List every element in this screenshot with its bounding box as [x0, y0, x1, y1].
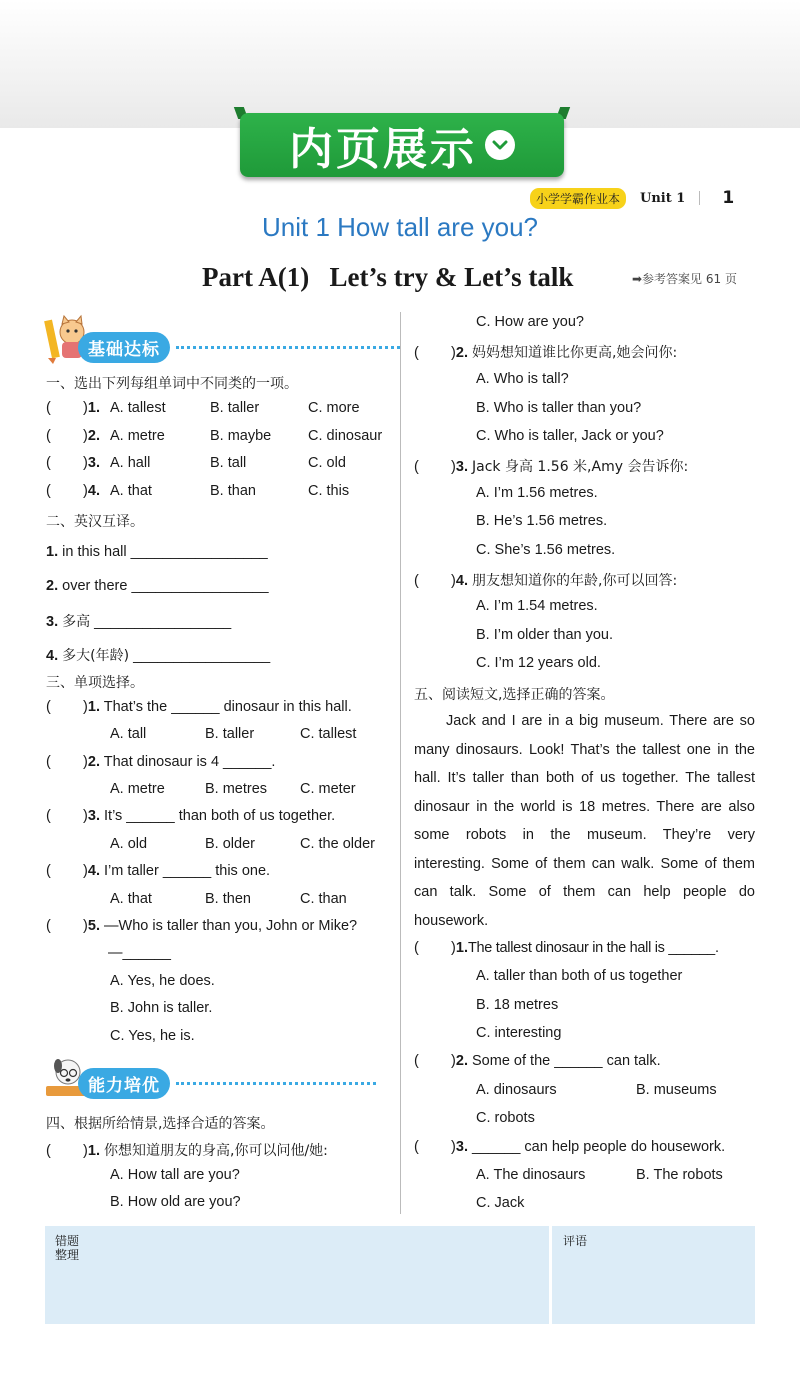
option-a: A. dinosaurs: [476, 1082, 557, 1098]
mistakes-label: [55, 1234, 79, 1262]
answer-blank[interactable]: _________________: [130, 544, 268, 560]
q-num: 2.: [455, 345, 468, 361]
q-text: 朋友想知道你的年龄,你可以回答:: [472, 573, 678, 589]
answer-blank[interactable]: —______: [108, 945, 171, 961]
option-b: B. How old are you?: [110, 1194, 241, 1210]
answer-paren[interactable]: ( ): [414, 1053, 456, 1069]
answer-paren[interactable]: ( ): [414, 345, 456, 361]
q-text: —Who is taller than you, John or Mike?: [104, 918, 358, 934]
q-text: ______ can help people do housework.: [472, 1139, 726, 1155]
q-text: The tallest dinosaur in the hall is ______.: [467, 940, 719, 956]
q3-item: [46, 754, 275, 770]
option-b: B. taller: [210, 400, 260, 416]
q-num: 2.: [87, 428, 100, 444]
q2-item: [46, 645, 270, 665]
q-text: Jack 身高 1.56 米,Amy 会告诉你:: [472, 459, 689, 475]
dotted-rule: [176, 1082, 376, 1085]
option-a: A. metre: [110, 428, 165, 444]
q3-item: [46, 918, 357, 934]
answer-reference: ➡参考答案见 61 页: [632, 272, 737, 286]
option-b: B. than: [210, 483, 256, 499]
comments-label: 评语: [563, 1234, 588, 1248]
q2-heading: 二、英汉互译。: [46, 514, 144, 530]
q-text: over there: [62, 578, 128, 594]
q-num: 2.: [46, 578, 59, 594]
option-c: C. I’m 12 years old.: [476, 655, 601, 671]
header-divider: [699, 191, 700, 205]
answer-paren[interactable]: ( ): [46, 400, 88, 416]
mistakes-label-line1: 错题: [55, 1234, 80, 1248]
option-c: C. She’s 1.56 metres.: [476, 542, 616, 558]
answer-paren[interactable]: ( ): [46, 1143, 88, 1159]
page-number: 1: [722, 188, 735, 208]
q-text: That dinosaur is 4 ______.: [103, 754, 276, 770]
q1-heading: 一、选出下列每组单词中不同类的一项。: [46, 376, 298, 392]
answer-paren[interactable]: ( ): [414, 573, 456, 589]
q1-row: [46, 483, 100, 499]
q-text: 多大(年龄): [62, 648, 130, 664]
answer-paren[interactable]: ( ): [46, 863, 88, 879]
option-c: C. dinosaur: [308, 428, 383, 444]
q-num: 4.: [46, 648, 59, 664]
q4-heading: 四、根据所给情景,选择合适的答案。: [46, 1116, 275, 1132]
q-num: 1.: [455, 940, 468, 956]
option-b: B. taller: [205, 726, 255, 742]
column-divider: [400, 312, 401, 1214]
dotted-rule: [176, 346, 400, 349]
q1-row: [46, 428, 100, 444]
q3-item: [46, 808, 335, 824]
q-num: 1.: [87, 400, 100, 416]
option-c: C. robots: [476, 1110, 535, 1126]
option-a: A. tall: [110, 726, 147, 742]
answer-paren[interactable]: ( ): [46, 455, 88, 471]
q-num: 2.: [87, 754, 100, 770]
option-c: C. this: [308, 483, 350, 499]
option-b: B. then: [205, 891, 251, 907]
option-b: B. 18 metres: [476, 997, 559, 1013]
q-num: 1.: [87, 1143, 100, 1159]
series-badge: 小学学霸作业本: [530, 188, 626, 209]
q-num: 3.: [87, 808, 100, 824]
option-a: A. that: [110, 891, 152, 907]
option-a: A. I’m 1.56 metres.: [476, 485, 598, 501]
option-c: C. tallest: [300, 726, 357, 742]
section-basic-label: 基础达标: [78, 332, 170, 363]
header-unit: Unit 1: [640, 190, 686, 206]
q-text: in this hall: [62, 544, 127, 560]
q-num: 4.: [455, 573, 468, 589]
q1-row: [46, 455, 100, 471]
banner-title: 内页展示: [289, 124, 477, 175]
q-num: 3.: [455, 1139, 468, 1155]
banner-box: [240, 113, 564, 177]
q4-item: [414, 570, 677, 590]
section-ability-header: [78, 1066, 376, 1100]
answer-paren[interactable]: ( ): [46, 754, 88, 770]
answer-paren[interactable]: ( ): [46, 483, 88, 499]
answer-paren[interactable]: ( ): [46, 918, 88, 934]
q3-heading: 三、单项选择。: [46, 675, 144, 691]
option-b: B. older: [205, 836, 255, 852]
option-c: C. interesting: [476, 1025, 562, 1041]
q2-item: [46, 611, 231, 631]
notes-footer: [45, 1226, 755, 1324]
option-a: A. tallest: [110, 400, 166, 416]
q3-item: [46, 863, 270, 879]
option-c: C. Who is taller, Jack or you?: [476, 428, 664, 444]
option-a: A. I’m 1.54 metres.: [476, 598, 598, 614]
q5-item: [414, 1053, 661, 1069]
q4-item: [46, 1140, 328, 1160]
part-title: Part A(1) Let’s try & Let’s talk: [202, 262, 574, 292]
option-c: C. Jack: [476, 1195, 525, 1211]
answer-paren[interactable]: ( ): [46, 699, 88, 715]
option-c: C. Yes, he is.: [110, 1028, 195, 1044]
option-b: B. I’m older than you.: [476, 627, 614, 643]
option-a: A. The dinosaurs: [476, 1167, 586, 1183]
answer-paren[interactable]: ( ): [414, 940, 456, 956]
option-b: B. John is taller.: [110, 1000, 213, 1016]
option-c: C. than: [300, 891, 347, 907]
answer-blank[interactable]: _________________: [133, 648, 271, 664]
q4-item: [414, 342, 677, 362]
option-b: B. museums: [636, 1082, 717, 1098]
option-c: C. more: [308, 400, 360, 416]
q2-item: [46, 578, 269, 594]
q-num: 5.: [87, 918, 100, 934]
option-a: A. How tall are you?: [110, 1167, 240, 1183]
mistakes-label-line2: 整理: [55, 1248, 80, 1262]
section-basic-header: [78, 330, 400, 364]
answer-blank[interactable]: _________________: [94, 614, 232, 630]
q2-item: [46, 544, 268, 560]
option-b: B. He’s 1.56 metres.: [476, 513, 608, 529]
option-a: A. hall: [110, 455, 151, 471]
q-num: 3.: [46, 614, 59, 630]
option-b: B. tall: [210, 455, 247, 471]
section-ability-label: 能力培优: [78, 1068, 170, 1099]
q1-row: [46, 400, 100, 416]
unit-title: Unit 1 How tall are you?: [261, 212, 539, 242]
q-num: 3.: [87, 455, 100, 471]
footer-divider: [549, 1226, 552, 1324]
option-a: A. old: [110, 836, 148, 852]
q-text: Some of the ______ can talk.: [472, 1053, 661, 1069]
q-num: 4.: [87, 863, 100, 879]
q5-heading: 五、阅读短文,选择正确的答案。: [414, 687, 615, 703]
q-text: That’s the ______ dinosaur in this hall.: [103, 699, 352, 715]
answer-paren[interactable]: ( ): [46, 428, 88, 444]
q-num: 1.: [87, 699, 100, 715]
option-a: A. Yes, he does.: [110, 973, 215, 989]
option-a: A. Who is tall?: [476, 371, 569, 387]
q-text: 妈妈想知道谁比你更高,她会问你:: [472, 345, 678, 361]
q-text: It’s ______ than both of us together.: [104, 808, 336, 824]
answer-paren[interactable]: ( ): [414, 1139, 456, 1155]
option-a: A. taller than both of us together: [476, 968, 683, 984]
q-num: 1.: [46, 544, 59, 560]
q-num: 2.: [455, 1053, 468, 1069]
option-c: C. How are you?: [476, 314, 584, 330]
q4-item: [414, 456, 688, 476]
option-b: B. Who is taller than you?: [476, 400, 642, 416]
chevron-down-icon: [485, 130, 515, 160]
q-num: 3.: [455, 459, 468, 475]
q-text: I’m taller ______ this one.: [104, 863, 271, 879]
page-header: [530, 187, 734, 209]
option-c: C. old: [308, 455, 346, 471]
option-b: B. maybe: [210, 428, 272, 444]
answer-blank[interactable]: _________________: [131, 578, 269, 594]
q-num: 4.: [87, 483, 100, 499]
option-c: C. the older: [300, 836, 375, 852]
option-b: B. The robots: [636, 1167, 723, 1183]
answer-paren[interactable]: ( ): [46, 808, 88, 824]
option-a: A. metre: [110, 781, 165, 797]
option-c: C. meter: [300, 781, 356, 797]
option-b: B. metres: [205, 781, 268, 797]
option-a: A. that: [110, 483, 152, 499]
q-text: 多高: [62, 614, 91, 630]
q3-item: [46, 699, 352, 715]
q-text: 你想知道朋友的身高,你可以问他/她:: [104, 1143, 328, 1159]
q5-item: [414, 1139, 725, 1155]
answer-paren[interactable]: ( ): [414, 459, 456, 475]
q5-item: [414, 940, 719, 956]
reading-passage: Jack and I are in a big museum. There are so many dinosaurs. Look! That’s the tallest one in the hall. It’s taller than both of us together. The tallest dinosaur in the world is 18 metres. There are also some robots in the museum. They’re very interesting. Some of them can walk. Some of them can talk. Some of them can help people do housework.: [414, 713, 755, 929]
banner: [236, 107, 568, 177]
